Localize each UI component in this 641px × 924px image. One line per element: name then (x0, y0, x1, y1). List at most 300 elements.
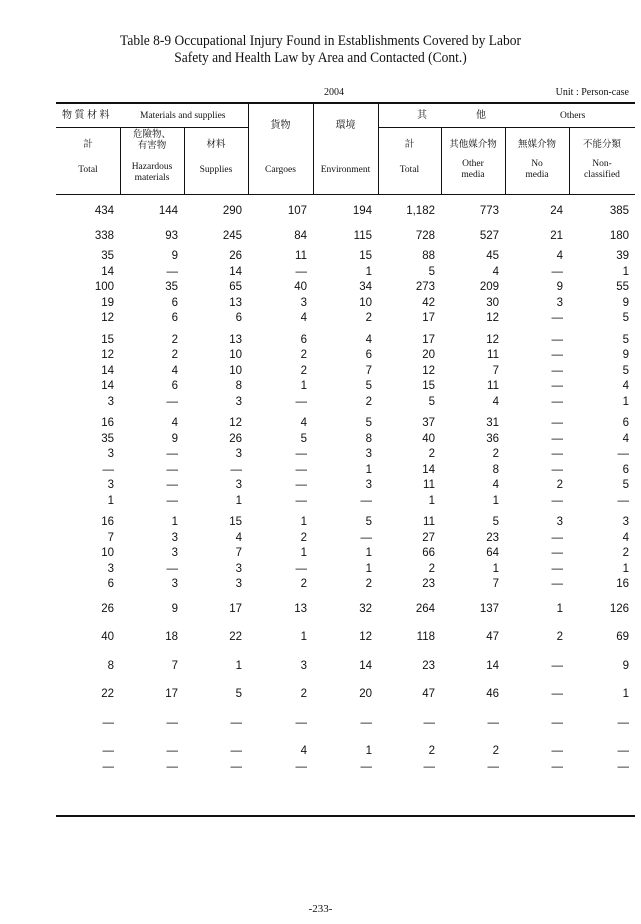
table-cell: 2 (171, 333, 178, 346)
table-cell: 1 (622, 395, 629, 408)
table-cell: — (551, 494, 563, 507)
table-row (56, 562, 635, 578)
table-row (56, 220, 635, 245)
table-cell: 8 (235, 380, 242, 392)
table-cell: 47 (422, 688, 435, 700)
table-cell: 137 (479, 602, 499, 615)
table-cell: 2 (365, 578, 372, 590)
table-cell: — (295, 716, 307, 729)
table-row (56, 531, 635, 547)
table-cell: 6 (622, 463, 629, 476)
unit-label: Unit : Person-case (555, 87, 629, 98)
table-cell: 23 (422, 659, 435, 672)
table-cell: 3 (556, 516, 563, 528)
table-cell: 65 (229, 281, 242, 293)
table-cell: — (551, 547, 563, 559)
table-cell: — (295, 448, 307, 460)
table-cell: 5 (428, 395, 435, 408)
table-cell: 3 (171, 531, 178, 544)
table-cell: 11 (423, 479, 435, 491)
others-en-label: Others (560, 111, 586, 121)
table-cell: 273 (415, 281, 435, 293)
table-cell: 180 (609, 229, 629, 242)
table-cell: 26 (229, 432, 242, 445)
table-cell: 88 (422, 250, 435, 262)
table-cell: — (230, 463, 242, 476)
table-cell: 6 (235, 312, 242, 324)
table-cell: 21 (550, 229, 563, 242)
table-row (56, 731, 635, 760)
table-cell: 5 (492, 516, 499, 528)
table-cell: 69 (616, 631, 629, 643)
table-cell: 1 (107, 494, 114, 507)
table-cell: 12 (359, 631, 372, 643)
table-cell: 3 (107, 562, 114, 575)
table-cell: — (295, 760, 307, 773)
table-cell: 1 (300, 380, 307, 392)
table-cell: — (166, 265, 178, 278)
table-row (56, 760, 635, 776)
table-cell: 12 (101, 312, 114, 324)
table-cell: 3 (365, 479, 372, 491)
table-cell: — (617, 448, 629, 460)
table-cell: — (551, 395, 563, 408)
table-cell: 14 (229, 265, 242, 278)
table-row (56, 478, 635, 494)
table-cell: 4 (556, 250, 563, 262)
table-cell: 4 (300, 745, 307, 757)
table-cell: 3 (300, 296, 307, 309)
table-cell: — (551, 312, 563, 324)
table-cell: 34 (359, 281, 372, 293)
table-cell: — (487, 716, 499, 729)
table-cell: 45 (486, 250, 499, 262)
table-row (56, 617, 635, 646)
table-cell: 9 (622, 296, 629, 309)
table-cell: 66 (422, 547, 435, 559)
table-cell: — (166, 463, 178, 476)
table-row (56, 364, 635, 380)
table-cell: — (166, 494, 178, 507)
table-cell: 1 (365, 265, 372, 278)
cargoes-zh-label: 貨物 (270, 120, 291, 131)
table-cell: 13 (229, 333, 242, 346)
table-cell: 5 (235, 688, 242, 700)
materials-group-rule (56, 127, 248, 128)
table-cell: 20 (359, 688, 372, 700)
table-cell: 3 (171, 547, 178, 559)
table-cell: 12 (486, 333, 499, 346)
table-cell: 1 (365, 562, 372, 575)
table-cell: 5 (622, 333, 629, 346)
table-cell: 24 (550, 205, 563, 217)
table-cell: 5 (365, 516, 372, 528)
table-cell: — (166, 716, 178, 729)
table-cell: — (295, 494, 307, 507)
col-header-hazardous: 危險物、 有害物 Hazardous materials (131, 130, 173, 183)
table-cell: 18 (165, 631, 178, 643)
col-header-no-media: 無媒介物 No media (517, 140, 556, 180)
table-cell: — (617, 745, 629, 757)
table-cell: 13 (294, 602, 307, 615)
table-cell: — (551, 716, 563, 729)
table-cell: 23 (422, 578, 435, 590)
table-cell: 107 (287, 205, 307, 217)
table-cell: 14 (101, 265, 114, 278)
table-cell: 2 (300, 531, 307, 544)
table-cell: 290 (222, 205, 242, 217)
table-cell: 209 (479, 281, 499, 293)
table-cell: 6 (622, 417, 629, 429)
table-row (56, 379, 635, 395)
table-cell: 3 (235, 479, 242, 491)
table-cell: 4 (492, 395, 499, 408)
table-cell: 22 (101, 688, 114, 700)
table-cell: 6 (171, 380, 178, 392)
table-cell: 7 (365, 364, 372, 377)
table-cell: 773 (479, 205, 499, 217)
table-cell: 2 (492, 745, 499, 757)
table-cell: 5 (365, 380, 372, 392)
table-cell: 1 (622, 688, 629, 700)
table-cell: — (166, 479, 178, 491)
table-cell: — (295, 562, 307, 575)
table-cell: 10 (229, 349, 242, 361)
title-line-1: Table 8-9 Occupational Injury Found in Establishments Covered by Labor (120, 33, 521, 49)
table-cell: 2 (365, 312, 372, 324)
table-cell: 16 (101, 516, 114, 528)
table-cell: 4 (171, 417, 178, 429)
table-cell: 1 (622, 562, 629, 575)
table-cell: — (230, 760, 242, 773)
table-row (56, 432, 635, 448)
table-cell: 2 (556, 631, 563, 643)
table-cell: 4 (365, 333, 372, 346)
table-row (56, 593, 635, 618)
table-row (56, 280, 635, 296)
table-cell: 10 (359, 296, 372, 309)
top-rule (56, 102, 635, 104)
materials-en-label: Materials and supplies (140, 111, 226, 121)
table-cell: 3 (622, 516, 629, 528)
table-cell: 12 (486, 312, 499, 324)
table-cell: 26 (101, 602, 114, 615)
table-cell: 7 (107, 531, 114, 544)
table-cell: 14 (359, 659, 372, 672)
col-header-supplies: 材料 Supplies (199, 140, 233, 175)
table-cell: — (230, 745, 242, 757)
table-cell: 16 (616, 578, 629, 590)
table-cell: 37 (422, 417, 435, 429)
table-cell: — (102, 760, 114, 773)
table-cell: 5 (300, 432, 307, 445)
table-cell: 1 (300, 631, 307, 643)
table-cell: 31 (486, 417, 499, 429)
table-cell: 26 (229, 250, 242, 262)
table-cell: 6 (107, 578, 114, 590)
table-cell: — (617, 716, 629, 729)
table-cell: 17 (422, 312, 435, 324)
table-cell: — (617, 494, 629, 507)
col-header-cargoes: Cargoes (265, 165, 296, 175)
table-cell: 4 (492, 265, 499, 278)
table-cell: 2 (300, 578, 307, 590)
table-cell: 15 (422, 380, 435, 392)
table-cell: — (551, 380, 563, 392)
table-cell: 4 (622, 432, 629, 445)
table-cell: 6 (171, 296, 178, 309)
table-cell: 17 (422, 333, 435, 346)
table-cell: — (551, 417, 563, 429)
table-row (56, 410, 635, 432)
table-cell: 9 (171, 250, 178, 262)
table-cell: — (423, 716, 435, 729)
table-cell: 245 (222, 229, 242, 242)
table-cell: 118 (416, 631, 435, 643)
table-row (56, 674, 635, 703)
table-cell: — (551, 349, 563, 361)
table-cell: 23 (486, 531, 499, 544)
table-cell: 4 (492, 479, 499, 491)
table-cell: 3 (107, 479, 114, 491)
table-cell: — (423, 760, 435, 773)
table-cell: 2 (171, 349, 178, 361)
table-cell: 11 (487, 349, 499, 361)
table-cell: — (360, 760, 372, 773)
table-cell: 1 (556, 602, 563, 615)
table-row (56, 703, 635, 732)
table-cell: 15 (359, 250, 372, 262)
table-cell: 27 (422, 531, 435, 544)
others-group-rule (378, 127, 635, 128)
col-header-environment: Environment (320, 165, 371, 175)
table-cell: 3 (171, 578, 178, 590)
table-row (56, 577, 635, 593)
table-cell: 11 (423, 516, 435, 528)
table-cell: 1 (492, 562, 499, 575)
table-cell: 4 (622, 531, 629, 544)
table-cell: 15 (229, 516, 242, 528)
table-title (22, 33, 618, 67)
table-cell: 17 (229, 602, 242, 615)
table-cell: — (551, 265, 563, 278)
table-cell: — (295, 479, 307, 491)
table-cell: 32 (359, 602, 372, 615)
table-cell: 40 (101, 631, 114, 643)
table-cell: — (102, 716, 114, 729)
table-cell: 16 (101, 417, 114, 429)
others-zh-label-1: 其 (417, 110, 427, 121)
table-cell: 2 (300, 349, 307, 361)
table-cell: 1 (622, 265, 629, 278)
table-cell: — (360, 494, 372, 507)
table-cell: — (487, 760, 499, 773)
table-row (56, 546, 635, 562)
table-cell: 385 (609, 205, 629, 217)
table-cell: — (551, 760, 563, 773)
table-cell: 6 (171, 312, 178, 324)
header-bottom-rule (56, 194, 635, 195)
table-row (56, 447, 635, 463)
col-header-non-classified: 不能分類 Non- classified (582, 140, 621, 180)
table-cell: — (360, 716, 372, 729)
table-cell: 3 (556, 296, 563, 309)
table-cell: 22 (229, 631, 242, 643)
table-cell: 7 (492, 364, 499, 377)
table-cell: — (295, 395, 307, 408)
table-cell: 2 (300, 364, 307, 377)
table-cell: 11 (487, 380, 499, 392)
table-row (56, 348, 635, 364)
table-cell: — (551, 333, 563, 346)
table-cell: 1 (171, 516, 178, 528)
year-label: 2004 (324, 87, 344, 98)
table-cell: 115 (353, 229, 372, 242)
table-cell: 1 (365, 745, 372, 757)
table-cell: 2 (428, 562, 435, 575)
table-cell: 40 (294, 281, 307, 293)
table-row (56, 204, 635, 220)
table-cell: 338 (94, 229, 114, 242)
table-cell: 12 (101, 349, 114, 361)
table-cell: — (551, 659, 563, 672)
table-cell: 144 (158, 205, 178, 217)
table-cell: — (166, 395, 178, 408)
table-cell: 8 (107, 659, 114, 672)
table-cell: 2 (428, 448, 435, 460)
table-cell: — (360, 531, 372, 544)
table-cell: 2 (300, 688, 307, 700)
materials-zh-label: 物 質 材 料 (62, 110, 110, 121)
table-cell: 12 (422, 364, 435, 377)
table-cell: 1 (300, 516, 307, 528)
table-row (56, 395, 635, 411)
table-cell: 10 (101, 547, 114, 559)
table-cell: — (617, 760, 629, 773)
table-row (56, 463, 635, 479)
table-cell: 3 (300, 659, 307, 672)
table-cell: — (551, 745, 563, 757)
table-cell: 3 (107, 448, 114, 460)
col-header-others-total: 計 Total (399, 140, 420, 175)
table-cell: — (551, 432, 563, 445)
table-cell: 3 (365, 448, 372, 460)
table-cell: 1 (492, 494, 499, 507)
table-cell: 93 (165, 229, 178, 242)
table-cell: 11 (295, 250, 307, 262)
col-header-total: 計 Total (78, 140, 98, 175)
table-row (56, 244, 635, 265)
table-cell: 1 (235, 494, 242, 507)
table-cell: 4 (235, 531, 242, 544)
table-cell: 126 (609, 602, 629, 615)
table-cell: 7 (235, 547, 242, 559)
table-row (56, 327, 635, 349)
table-cell: 4 (300, 417, 307, 429)
table-cell: 3 (235, 395, 242, 408)
table-cell: — (551, 463, 563, 476)
table-cell: 42 (422, 296, 435, 309)
table-cell: 40 (422, 432, 435, 445)
table-cell: 55 (616, 281, 629, 293)
page-number: -233- (308, 903, 333, 915)
table-row (56, 296, 635, 312)
table-cell: 19 (101, 296, 114, 309)
table-cell: 3 (235, 578, 242, 590)
table-cell: 5 (365, 417, 372, 429)
table-cell: 264 (415, 602, 435, 615)
table-cell: 39 (616, 250, 629, 262)
table-cell: 10 (229, 364, 242, 377)
table-cell: 5 (622, 364, 629, 377)
table-cell: 3 (107, 395, 114, 408)
table-cell: 14 (101, 364, 114, 377)
table-row (56, 509, 635, 531)
table-cell: — (551, 531, 563, 544)
table-cell: 2 (492, 448, 499, 460)
table-cell: 4 (622, 380, 629, 392)
table-cell: 35 (101, 432, 114, 445)
table-cell: 5 (622, 479, 629, 491)
table-cell: 20 (422, 349, 435, 361)
table-cell: — (295, 265, 307, 278)
table-cell: 5 (428, 265, 435, 278)
table-cell: — (551, 688, 563, 700)
table-cell: 14 (486, 659, 499, 672)
data-table (56, 204, 635, 775)
table-cell: 6 (300, 333, 307, 346)
col-header-other-media: 其他媒介物 Other media (449, 140, 497, 180)
table-cell: 2 (622, 547, 629, 559)
table-cell: 15 (101, 333, 114, 346)
table-cell: 6 (365, 349, 372, 361)
table-cell: 728 (415, 229, 435, 242)
table-cell: — (166, 760, 178, 773)
table-cell: 9 (171, 602, 178, 615)
table-cell: 64 (486, 547, 499, 559)
table-cell: 2 (556, 479, 563, 491)
table-cell: 7 (492, 578, 499, 590)
table-body (56, 204, 635, 775)
table-cell: 3 (235, 448, 242, 460)
table-cell: 47 (486, 631, 499, 643)
table-cell: — (166, 448, 178, 460)
table-cell: 4 (171, 364, 178, 377)
bottom-rule (56, 815, 635, 817)
table-cell: 46 (486, 688, 499, 700)
table-cell: 9 (171, 432, 178, 445)
table-cell: 7 (171, 659, 178, 672)
table-cell: 9 (622, 349, 629, 361)
table-row (56, 265, 635, 281)
table-cell: 1,182 (406, 205, 435, 217)
table-cell: 12 (229, 417, 242, 429)
table-cell: 35 (101, 250, 114, 262)
table-row (56, 494, 635, 510)
table-cell: 9 (622, 659, 629, 672)
table-cell: 1 (235, 659, 242, 672)
table-cell: 5 (622, 312, 629, 324)
table-cell: 1 (300, 547, 307, 559)
table-cell: 100 (94, 281, 114, 293)
table-cell: — (166, 745, 178, 757)
table-row (56, 311, 635, 327)
others-zh-label-2: 他 (476, 110, 486, 121)
title-line-2: Safety and Health Law by Area and Contacted (Cont.) (174, 50, 467, 66)
table-cell: — (295, 463, 307, 476)
header-divider (248, 103, 249, 194)
table-cell: 13 (229, 296, 242, 309)
